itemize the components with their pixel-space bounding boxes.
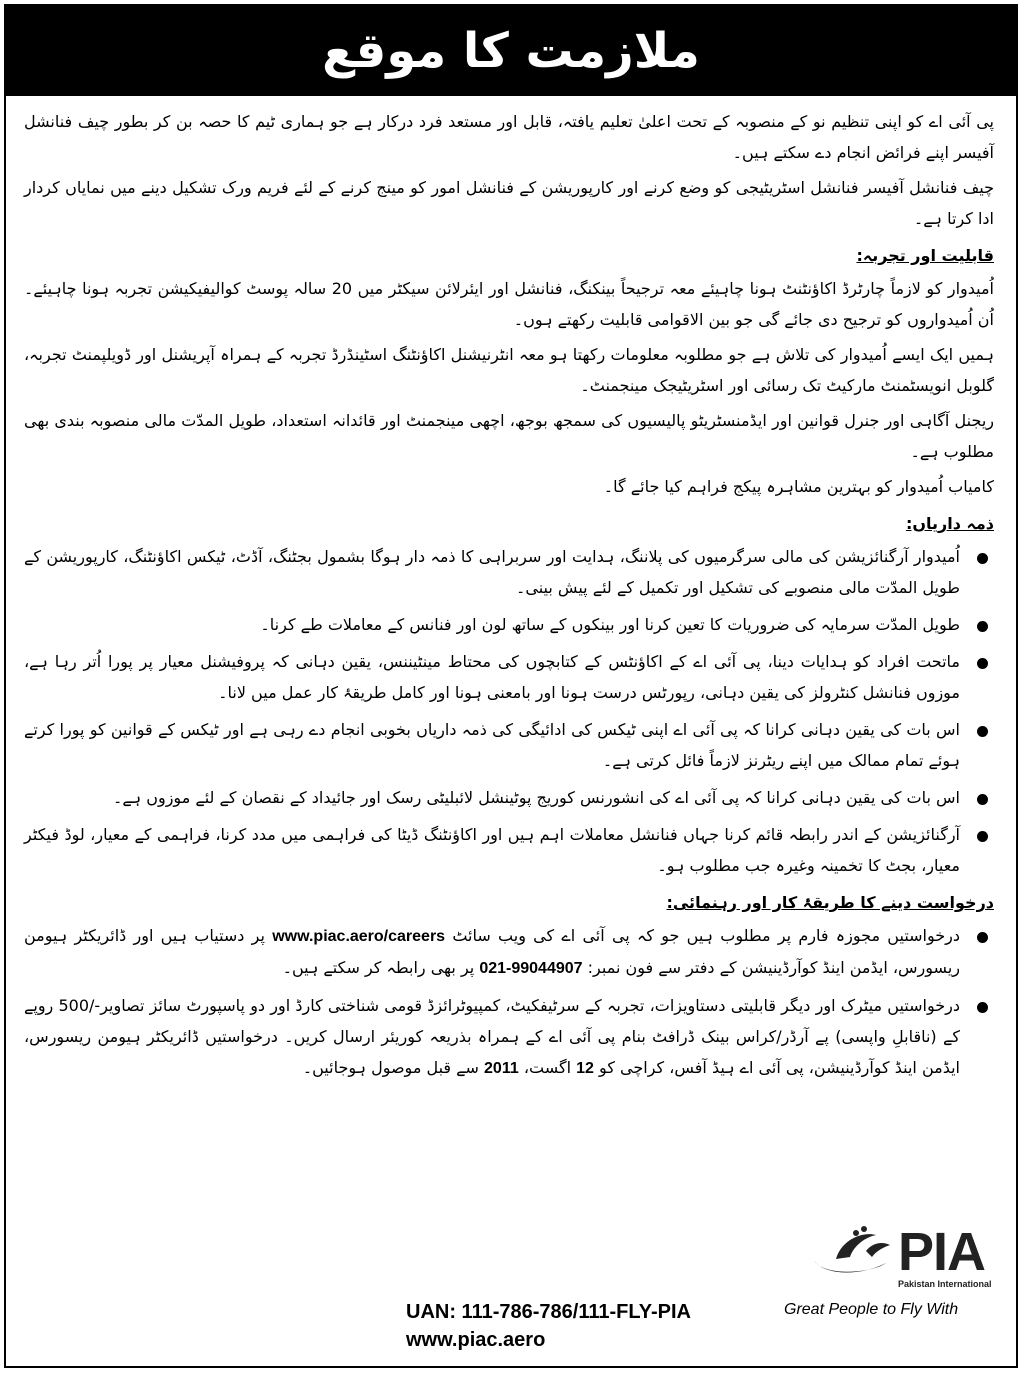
footer-website-link[interactable]: www.piac.aero	[406, 1329, 546, 1351]
logo-wordmark: PIA	[898, 1222, 986, 1282]
list-item	[24, 541, 994, 603]
list-item	[24, 990, 994, 1084]
phone-number: 021-99044907	[479, 960, 583, 977]
qualification-paragraph: ریجنل آگاہی اور جنرل قوانین اور ایڈمنسٹریٹو پالیسیوں کی سمجھ بوجھ، اچھی مینجمنٹ اور قائدانہ استعداد، طویل المدّت مالی منصوبہ بندی بھی مطلوب ہے۔	[24, 411, 994, 461]
tagline: Great People to Fly With	[784, 1301, 959, 1318]
bullet-icon	[977, 794, 988, 805]
qualification-paragraph: اُمیدوار کو لازماً چارٹرڈ اکاؤنٹنٹ ہونا چاہیئے معہ ترجیحاً بینکنگ، فنانشل اور ایئرلائن سیکٹر میں 20 سالہ پوسٹ کوالیفیکیشن تجربہ ہونا چاہیئے۔ اُن اُمیدواروں کو ترجیح دی جائے گی جو بین الاقوامی قابلیت رکھتے ہوں۔	[24, 279, 995, 329]
deadline-year: 2011	[484, 1060, 519, 1077]
procedure-text: پر بھی رابطہ کر سکتے ہیں۔	[282, 958, 475, 977]
bullet-icon	[977, 831, 988, 842]
procedure-heading: درخواست دینے کا طریقۂ کار اور رہنمائی:	[666, 893, 994, 912]
responsibility-text: اس بات کی یقین دہانی کرانا کہ پی آئی اے اپنی ٹیکس کی ادائیگی کی ذمہ داریاں بخوبی انجام دے رہی ہے اور ٹیکس کے قوانین کو پورا کرتے ہوئے تمام ممالک میں اپنے ریٹرنز لازماً فائل کرتی ہے۔	[24, 720, 960, 770]
responsibilities-list	[24, 541, 994, 881]
pia-calligraphy-icon	[806, 1221, 896, 1281]
list-item	[24, 714, 994, 776]
bullet-icon	[977, 658, 988, 669]
responsibility-text: آرگنائزیشن کے اندر رابطہ قائم کرنا جہاں فنانشل معاملات اہم ہیں اور اکاؤنٹنگ ڈیٹا کی فراہمی میں مدد کرنا، فراہمی کے معیار، لوڈ فیکٹر معیار، بجٹ کا تخمینہ وغیرہ جب مطلوب ہو۔	[24, 825, 960, 875]
responsibility-text: اُمیدوار آرگنائزیشن کی مالی سرگرمیوں کی پلاننگ، ہدایت اور سربراہی کا ذمہ دار ہوگا بشمول بجٹنگ، آڈٹ، ٹیکس اکاؤنٹنگ، کارپوریشن کے طویل المدّت مالی منصوبے کی تشکیل اور تکمیل کے لئے پیش بینی۔	[24, 547, 960, 597]
procedure-text: درخواستیں میٹرک اور دیگر قابلیتی دستاویزات، تجربہ کے سرٹیفکیٹ، کمپیوٹرائزڈ قومی شناختی کارڈ اور دو پاسپورٹ سائز تصاویر-/500 روپے کے (ناقابلِ واپسی) پے آرڈر/کراس بینک ڈرافٹ بنام پی آئی اے کے ہمراہ بذریعہ کوریئر ارسال کریں۔ درخواستیں ڈائریکٹر ہیومن ریسورس، ایڈمن اینڈ کوآرڈینیشن، پی آئی اے ہیڈ آفس، کراچی کو	[24, 996, 960, 1077]
pia-logo	[806, 1221, 1006, 1301]
intro-paragraph: چیف فنانشل آفیسر فنانشل اسٹریٹیجی کو وضع کرنے اور کارپوریشن کے فنانشل امور کو مینج کرنے کے لئے فریم ورک تشکیل دینے میں نمایاں کردار ادا کرتا ہے۔	[24, 178, 994, 228]
advertisement-page	[4, 4, 1018, 1368]
uan-number: UAN: 111-786-786/111-FLY-PIA	[406, 1301, 691, 1323]
bullet-icon	[977, 932, 988, 943]
procedure-text: سے قبل موصول ہوجائیں۔	[302, 1058, 479, 1077]
procedure-text: درخواستیں مجوزہ فارم پر مطلوب ہیں جو کہ پی آئی اے کی ویب سائٹ	[452, 926, 961, 945]
qualification-heading: قابلیت اور تجربہ:	[856, 246, 994, 265]
intro-paragraph: پی آئی اے کو اپنی تنظیم نو کے منصوبہ کے تحت اعلیٰ تعلیم یافتہ، قابل اور مستعد فرد درکار ہے جو ہماری ٹیم کا حصہ بن کر بطور چیف فنانشل آفیسر اپنے فرائض انجام دے سکتے ہیں۔	[24, 112, 994, 162]
page-title: ملازمت کا موقع	[6, 6, 1016, 96]
responsibility-text: اس بات کی یقین دہانی کرانا کہ پی آئی اے کی انشورنس کوریج پوٹینشل لائبلیٹی رسک اور جائیداد کے نقصان کے لئے موزوں ہے۔	[113, 788, 960, 807]
qualification-paragraph: کامیاب اُمیدوار کو بہترین مشاہرہ پیکج فراہم کیا جائے گا۔	[603, 477, 994, 496]
procedure-list	[24, 920, 994, 1084]
ad-body	[24, 106, 994, 1090]
footer-contact	[406, 1298, 691, 1354]
responsibilities-heading: ذمہ داریاں:	[905, 514, 994, 533]
qualification-paragraph: ہمیں ایک ایسے اُمیدوار کی تلاش ہے جو مطلوبہ معلومات رکھتا ہو معہ انٹرنیشنل اکاؤنٹنگ اسٹینڈرڈ تجربہ کے ہمراہ آپریشنل اور ڈویلپمنٹ تجربہ، گلوبل انویسٹمنٹ مارکیٹ تک رسائی اور اسٹریٹیجک مینجمنٹ۔	[24, 345, 994, 395]
list-item	[24, 609, 994, 640]
list-item	[24, 782, 994, 813]
logo-subtitle: Pakistan International	[898, 1279, 992, 1289]
bullet-icon	[977, 553, 988, 564]
bullet-icon	[977, 726, 988, 737]
responsibility-text: ماتحت افراد کو ہدایات دینا، پی آئی اے کے اکاؤنٹس کے کتابچوں کی محتاط مینٹیننس، یقین دہانی کہ پروفیشنل معیار پر پورا اُتر رہا ہے، موزوں فنانشل کنٹرولز کی یقین دہانی، رپورٹس درست ہونا اور بامعنی ہونا اور کامل طریقۂ کار عمل میں لانا۔	[24, 652, 960, 702]
careers-link[interactable]: www.piac.aero/careers	[272, 928, 446, 945]
bullet-icon	[977, 621, 988, 632]
procedure-text: پر دستیاب ہیں اور ڈائریکٹر ہیومن ریسورس، ایڈمن اینڈ کوآرڈینیشن کے دفتر سے فون نمبر:	[24, 926, 960, 977]
list-item	[24, 920, 994, 984]
deadline-day: 12	[576, 1060, 594, 1077]
responsibility-text: طویل المدّت سرمایہ کی ضروریات کا تعین کرنا اور بینکوں کے ساتھ لون اور فنانس کے معاملات طے کرنا۔	[260, 615, 960, 634]
bullet-icon	[977, 1002, 988, 1013]
list-item	[24, 819, 994, 881]
deadline-month: اگست،	[523, 1058, 572, 1077]
list-item	[24, 646, 994, 708]
